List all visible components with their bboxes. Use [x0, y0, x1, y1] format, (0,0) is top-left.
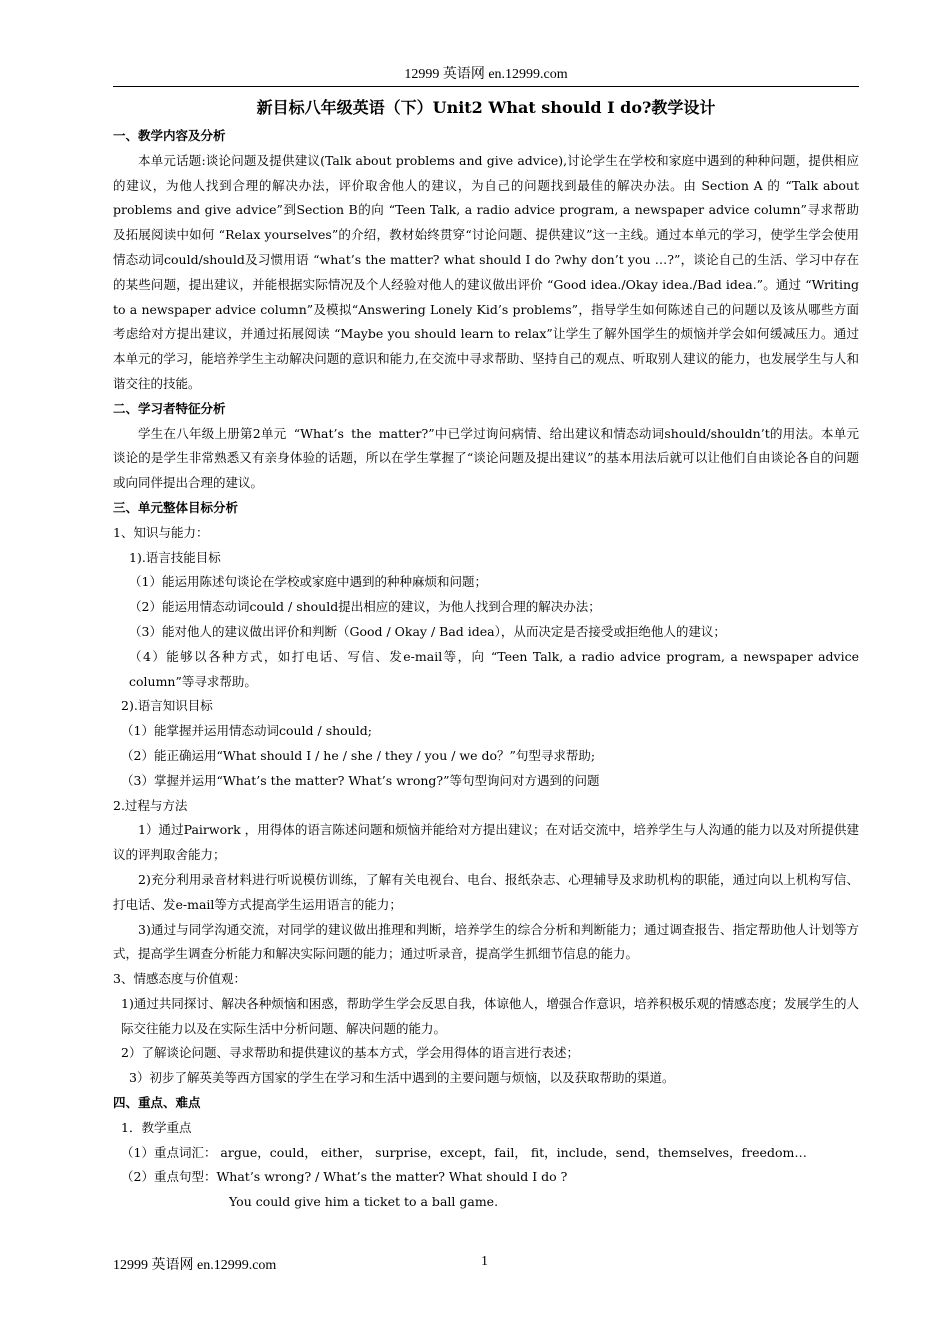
section-4-heading: 四、重点、难点 [113, 1095, 201, 1111]
key-sentence-patterns: （2）重点句型：What’s wrong? / What’s the matter? What should I do ? [121, 1169, 568, 1185]
language-skill-title: 1).语言技能目标 [129, 549, 221, 565]
page-number: 1 [481, 1254, 488, 1269]
emotion-values-item: 2）了解谈论问题、寻求帮助和提供建议的基本方式，学会用得体的语言进行表述； [121, 1045, 579, 1061]
section-1-heading: 一、教学内容及分析 [113, 128, 226, 143]
page-header: 12999 英语网 en.12999.com [404, 67, 568, 82]
language-skill-item: （3）能对他人的建议做出评价和判断（Good / Okay / Bad idea），从而决定是否接受或拒绝他人的建议； [129, 623, 726, 639]
example-sentence: You could give him a ticket to a ball game. [229, 1194, 499, 1210]
language-skill-item: （4）能够以各种方式，如打电话、写信、发e-mail等，向 “Teen Talk, a radio advice program, a newspaper advice column”等寻求帮助。 [129, 648, 859, 689]
section-2-paragraph: 学生在八年级上册第2单元 “What’s the matter?”中已学过询问病情、给出建议和情态动词should/shouldn’t的用法。本单元谈论的是学生非常熟悉又有亲身体验的话题，所以在学生掌握了“谈论问题及提出建议”的基本用法后就可以让他们自由谈论各自的问题或向同伴提出合理的建议。 [113, 425, 859, 491]
emotion-values-item: 1)通过共同探讨、解决各种烦恼和困惑，帮助学生学会反思自我，体谅他人，增强合作意识，培养积极乐观的情感态度；发展学生的人际交往能力以及在实际生活中分析问题、解决问题的能力。 [121, 995, 859, 1036]
process-method-title: 2.过程与方法 [113, 797, 188, 813]
language-knowledge-title: 2).语言知识目标 [121, 698, 213, 714]
emotion-values-title: 3、情感态度与价值观： [113, 971, 246, 987]
section-2-heading: 二、学习者特征分析 [113, 400, 226, 416]
language-knowledge-item: （2）能正确运用“What should I / he / she / they / you / we do？”句型寻求帮助; [121, 747, 596, 763]
document-title: 新目标八年级英语（下）Unit2 What should I do?教学设计 [256, 98, 716, 117]
language-knowledge-item: （1）能掌握并运用情态动词could / should; [121, 723, 372, 739]
footer-site: 12999 英语网 en.12999.com [113, 1258, 277, 1273]
language-knowledge-item: （3）掌握并运用“What’s the matter? What’s wrong?”等句型询问对方遇到的问题 [121, 772, 600, 788]
key-vocabulary: （1）重点词汇： argue，could， either， surprise，except，fail， fit，include，send，themselves，freedom… [121, 1144, 807, 1160]
language-skill-item: （2）能运用情态动词could / should提出相应的建议，为他人找到合理的解决办法； [129, 599, 601, 615]
section-3-heading: 三、单元整体目标分析 [113, 499, 239, 515]
process-method-item: 1）通过Pairwork ，用得体的语言陈述问题和烦恼并能给对方提出建议；在对话交流中，培养学生与人沟通的能力以及对所提供建议的评判取舍能力； [113, 822, 859, 863]
teaching-focus-title: 1．教学重点 [121, 1119, 192, 1135]
section-1-paragraph: 本单元话题:谈论问题及提供建议(Talk about problems and give advice),讨论学生在学校和家庭中遇到的种种问题，提供相应的建议，为他人找到合理的解决办法，评价取舍他人的建议，为自己的问题找到最佳的解决办法。由 Section A 的 “Talk about problems and give advice”到Section B的向 “Teen Talk, a radio advice program, a newspaper advice column”寻求帮助及拓展阅读中如何 “Relax yourselves”的介绍，教材始终贯穿“讨论问题、提供建议”这一主线。通过本单元的学习，使学生学会使用情态动词could/should及习惯用语 “what’s the matter? what should I do ?why don’t you …?”，谈论自己的生活、学习中存在的某些问题，提出建议，并能根据实际情况及个人经验对他人的建议做出评价 “Good idea./Okay idea./Bad idea.”。通过 “Writing to a newspaper advice column”及模拟“Answering Lonely Kid’s problems”，指导学生如何陈述自己的问题以及该从哪些方面考虑给对方提出建议，并通过拓展阅读 “Maybe you should learn to relax”让学生了解外国学生的烦恼并学会如何缓减压力。通过本单元的学习，能培养学生主动解决问题的意识和能力,在交流中寻求帮助、坚持自己的观点、听取别人建议的能力，也发展学生与人和谐交往的技能。 [113, 152, 859, 391]
knowledge-ability-title: 1、知识与能力： [113, 524, 209, 540]
language-skill-item: （1）能运用陈述句谈论在学校或家庭中遇到的种种麻烦和问题； [129, 574, 487, 590]
emotion-values-item: 3）初步了解英美等西方国家的学生在学习和生活中遇到的主要问题与烦恼，以及获取帮助的渠道。 [129, 1070, 675, 1086]
header-rule [113, 86, 859, 87]
process-method-item: 3)通过与同学沟通交流，对同学的建议做出推理和判断，培养学生的综合分析和判断能力；通过调查报告、指定帮助他人计划等方式，提高学生调查分析能力和解决实际问题的能力；通过听录音，提高学生抓细节信息的能力。 [113, 921, 859, 962]
document-body [113, 94, 859, 1215]
process-method-item: 2)充分利用录音材料进行听说模仿训练，了解有关电视台、电台、报纸杂志、心理辅导及求助机构的职能，通过向以上机构写信、打电话、发e-mail等方式提高学生运用语言的能力； [113, 871, 859, 912]
